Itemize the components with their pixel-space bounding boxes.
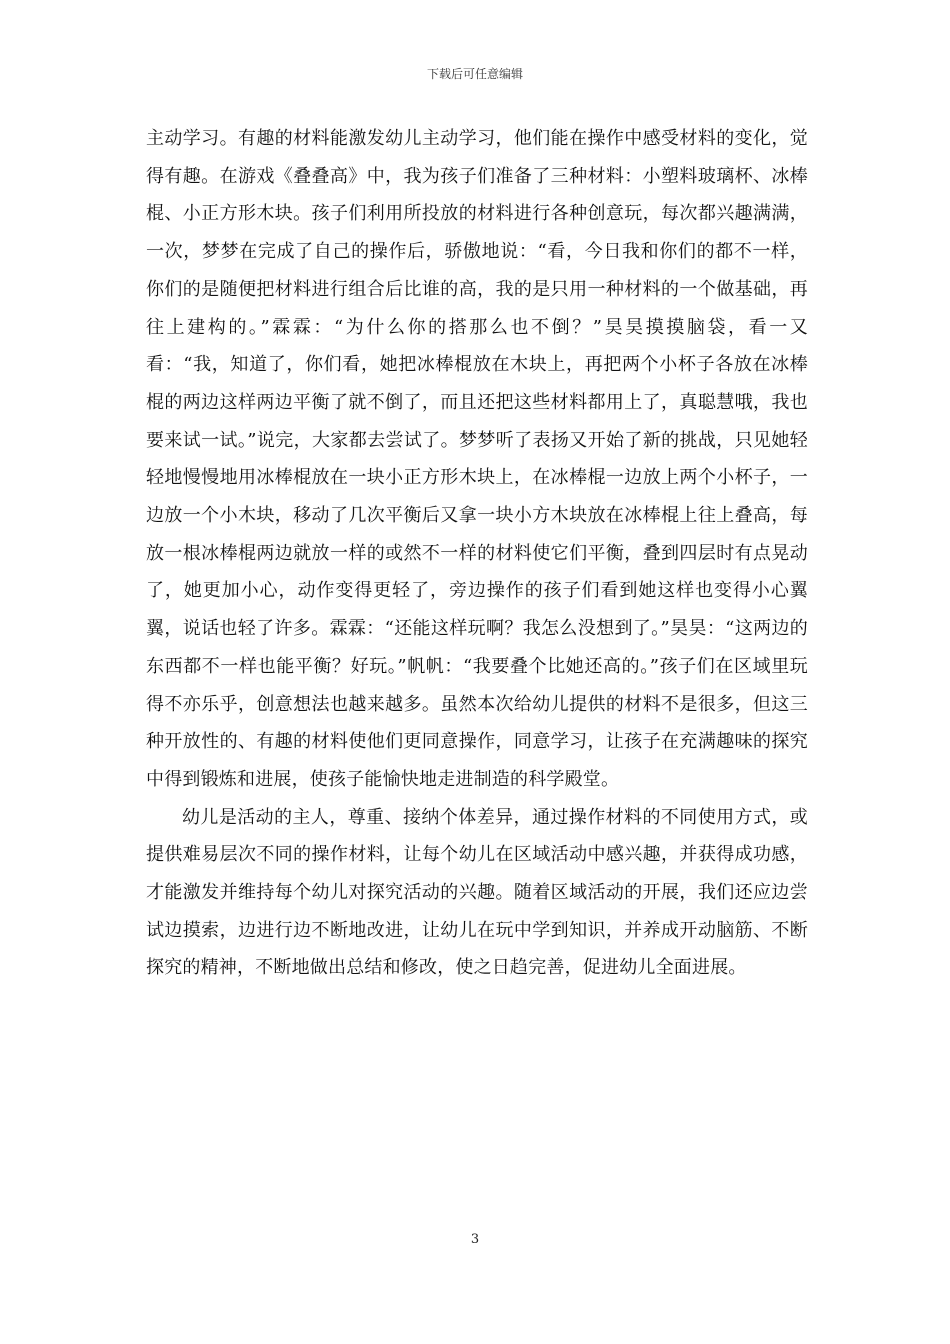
page-header: [0, 66, 950, 82]
page-number: 3: [470, 1232, 480, 1247]
header-text: 下载后可任意编辑: [426, 67, 523, 81]
body-paragraph-1: 主动学习。有趣的材料能激发幼儿主动学习，他们能在操作中感受材料的变化，觉得有趣。在游戏《叠叠高》中，我为孩子们准备了三种材料：小塑料玻璃杯、冰棒棍、小正方形木块。孩子们利用所投放的材料进行各种创意玩，每次都兴趣满满，一次，梦梦在完成了自己的操作后，骄傲地说：“看，今日我和你们的都不一样，你们的是随便把材料进行组合后比谁的高，我的是只用一种材料的一个做基础，再往上建构的。”霖霖：“为什么你的搭那么也不倒？”昊昊摸摸脑袋，看一又看：“我，知道了，你们看，她把冰棒棍放在木块上，再把两个小杯子各放在冰棒棍的两边这样两边平衡了就不倒了，而且还把这些材料都用上了，真聪慧哦，我也要来试一试。”说完，大家都去尝试了。梦梦听了表扬又开始了新的挑战，只见她轻轻地慢慢地用冰棒棍放在一块小正方形木块上，在冰棒棍一边放上两个小杯子，一边放一个小木块，移动了几次平衡后又拿一块小方木块放在冰棒棍上往上叠高，每放一根冰棒棍两边就放一样的或然不一样的材料使它们平衡，叠到四层时有点晃动了，她更加小心，动作变得更轻了，旁边操作的孩子们看到她这样也变得小心翼翼，说话也轻了许多。霖霖：“还能这样玩啊？我怎么没想到了。”昊昊：“这两边的东西都不一样也能平衡？好玩。”帆帆：“我要叠个比她还高的。”孩子们在区域里玩得不亦乐乎，创意想法也越来越多。虽然本次给幼儿提供的材料不是很多，但这三种开放性的、有趣的材料使他们更同意操作，同意学习，让孩子在充满趣味的探究中得到锻炼和进展，使孩子能愉快地走进制造的科学殿堂。: [146, 128, 808, 790]
body-paragraph-2: 幼儿是活动的主人，尊重、接纳个体差异，通过操作材料的不同使用方式，或提供难易层次不同的操作材料，让每个幼儿在区域活动中感兴趣，并获得成功感，才能激发并维持每个幼儿对探究活动的兴趣。随着区域活动的开展，我们还应边尝试边摸索，边进行边不断地改进，让幼儿在玩中学到知识，并养成开动脑筋、不断探究的精神，不断地做出总结和修改，使之日趋完善，促进幼儿全面进展。: [146, 806, 808, 979]
document-body: [146, 120, 808, 987]
